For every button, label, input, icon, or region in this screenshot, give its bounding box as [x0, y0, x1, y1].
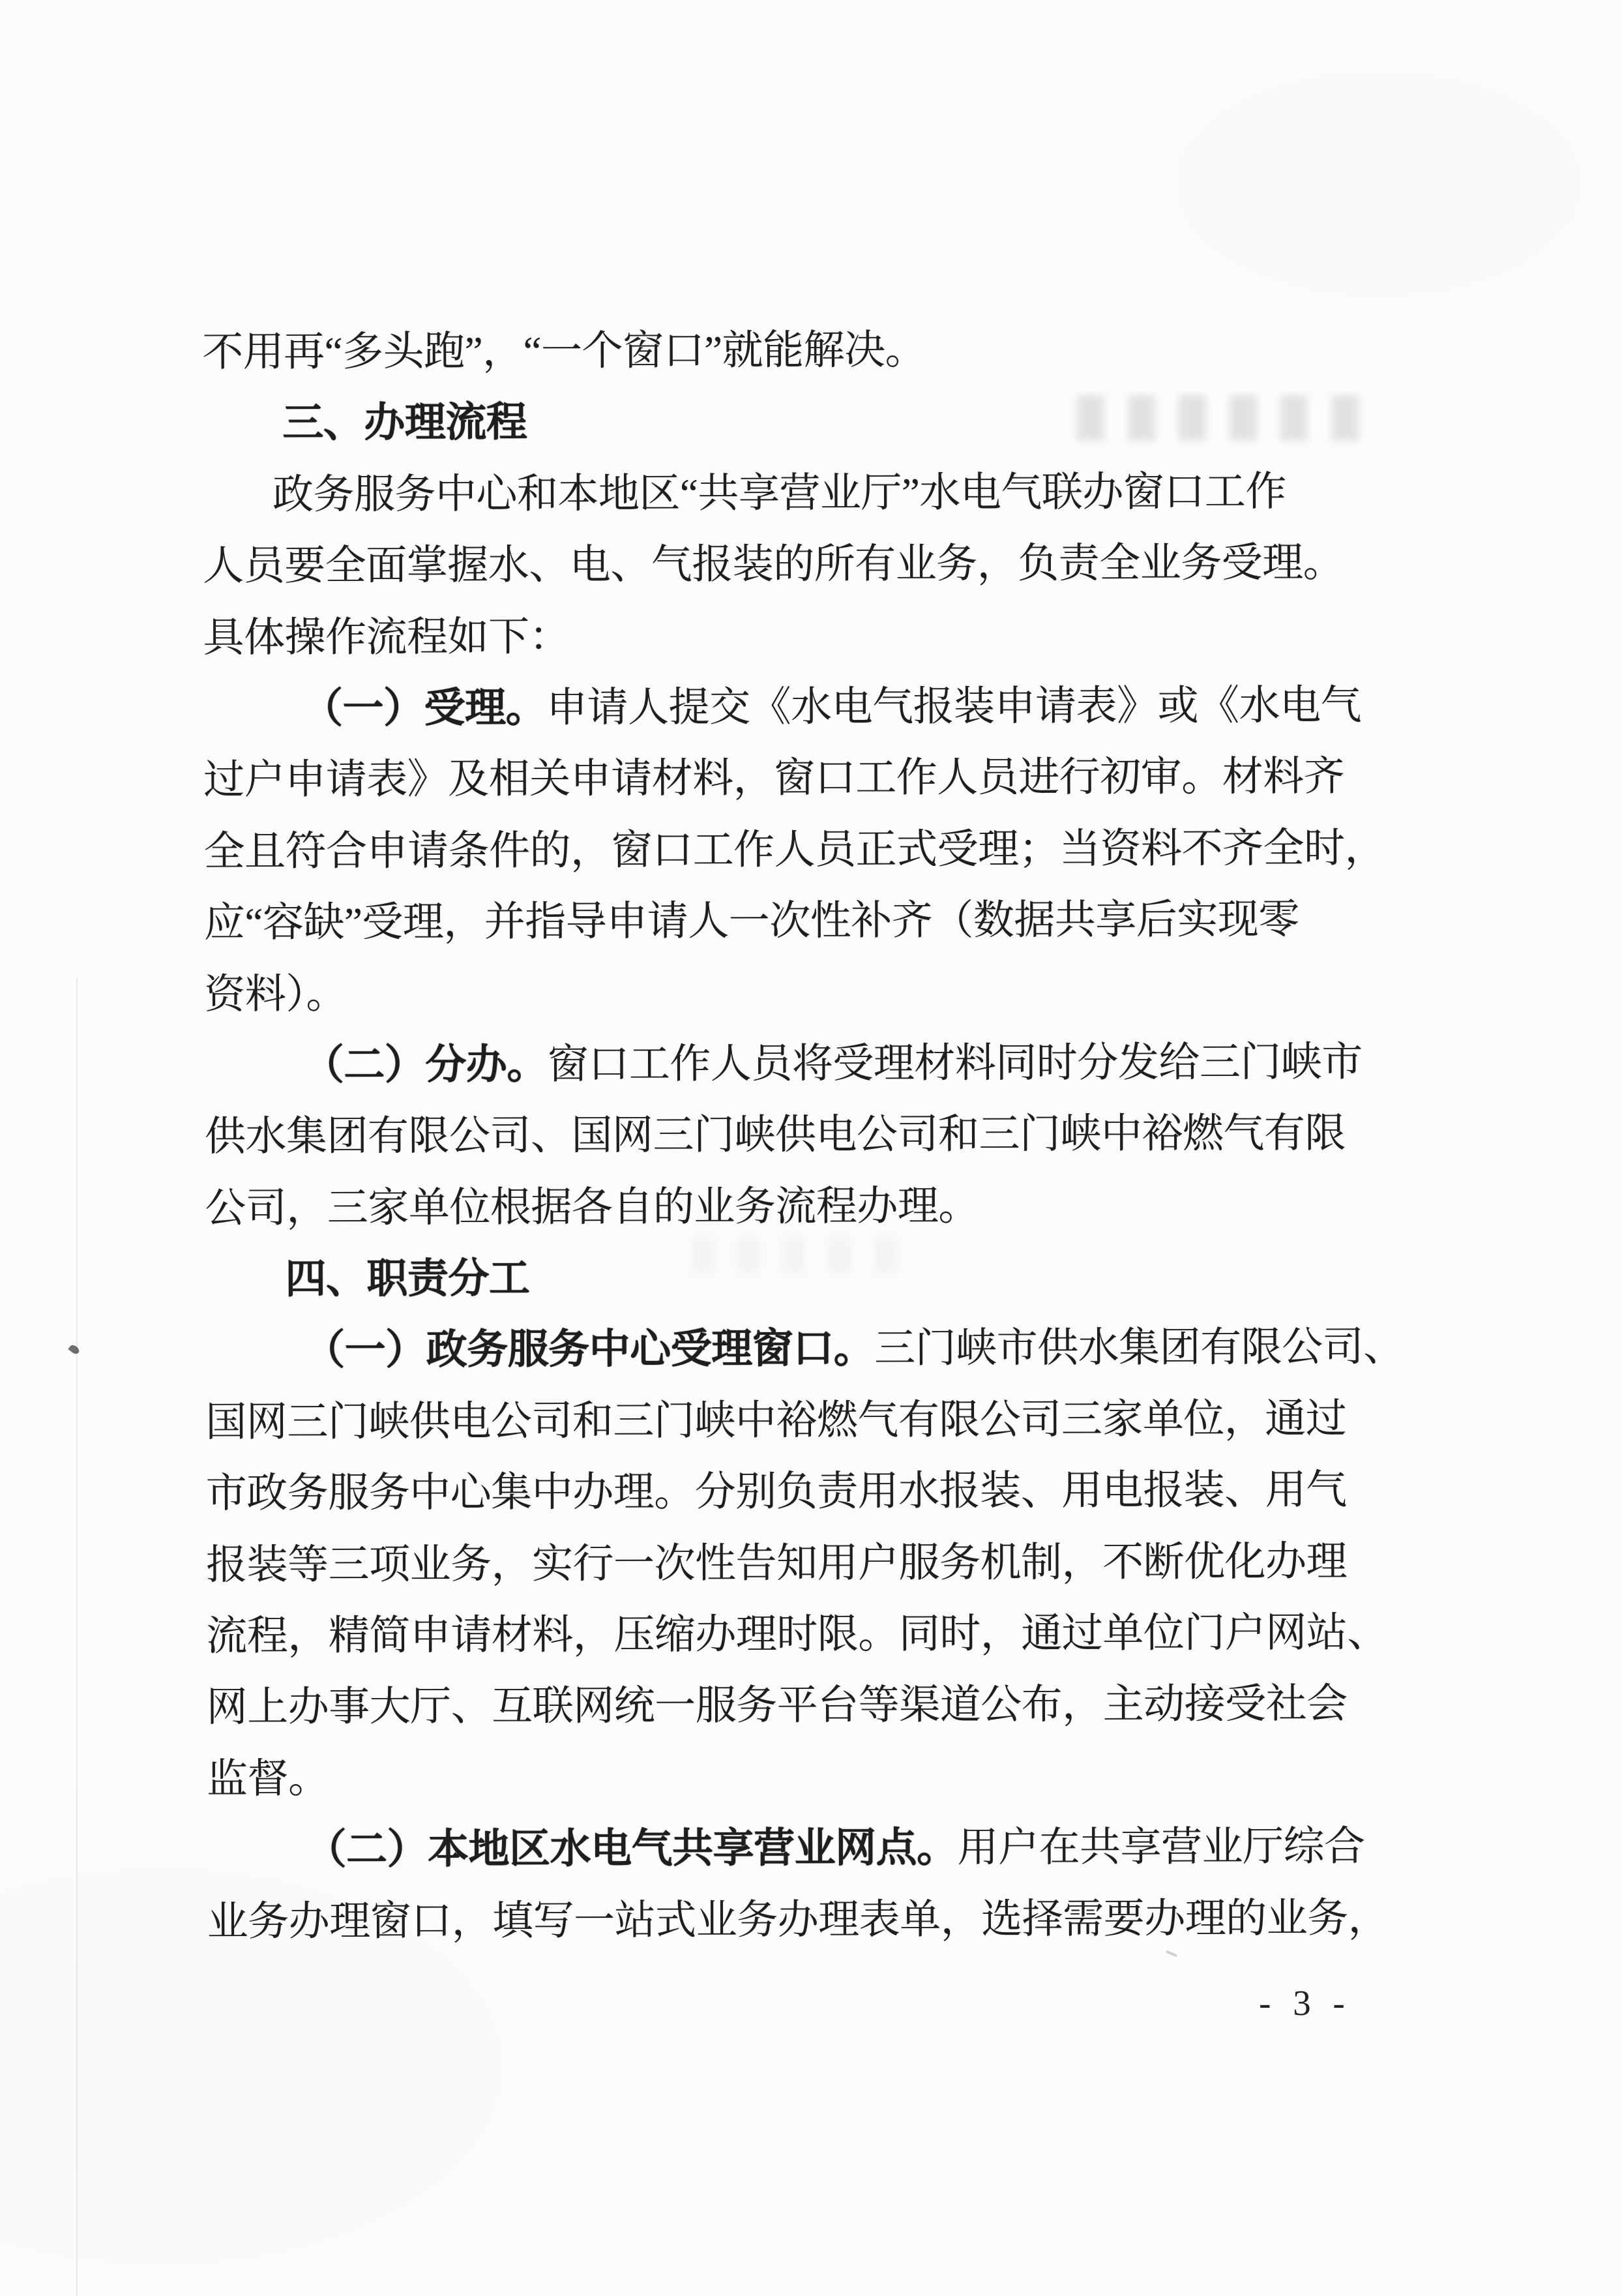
ink-speck [68, 1343, 80, 1356]
text-line [206, 1597, 1388, 1672]
text-segment: 资料）。 [204, 970, 347, 1017]
text-line [207, 1811, 1374, 1886]
text-line [204, 884, 1371, 959]
text-segment: 市政务服务中心集中办理。分别负责用水报装、用电报装、用气 [205, 1467, 1347, 1517]
text-segment: 政务服务中心和本地区“共享营业厅”水电气联办窗口工作 [272, 468, 1286, 518]
text-lines [202, 313, 1404, 1958]
text-line [205, 1383, 1372, 1458]
text-line [203, 670, 1370, 745]
text-line [204, 1026, 1371, 1101]
text-segment: 人员要全面掌握水、电、气报装的所有业务，负责全业务受理。 [203, 539, 1344, 589]
text-segment: 报装等三项业务，实行一次性告知用户服务机制，不断优化办理 [205, 1538, 1348, 1588]
text-segment: 供水集团有限公司、国网三门峡供电公司和三门峡中裕燃气有限 [204, 1110, 1346, 1160]
heading-segment: 四、职责分工 [285, 1255, 530, 1302]
text-segment: 业务办理窗口，填写一站式业务办理表单，选择需要办理的业务， [207, 1894, 1389, 1945]
text-line [205, 1169, 1372, 1244]
text-segment: 流程，精简申请材料，压缩办理时限。同时，通过单位门户网站、 [206, 1609, 1388, 1660]
heading-segment: （一）受理。 [301, 685, 547, 732]
text-line [205, 1312, 1404, 1387]
text-segment: 全且符合申请条件的，窗口工作人员正式受理；当资料不齐全时， [203, 825, 1386, 874]
text-line [206, 1526, 1373, 1601]
text-line [203, 741, 1370, 816]
text-line [204, 955, 1371, 1030]
scan-fold-line [76, 978, 78, 2296]
text-segment: 三门峡市供水集团有限公司、 [874, 1324, 1404, 1372]
text-segment: 用户在共享营业厅综合 [957, 1823, 1365, 1871]
text-segment: 窗口工作人员将受理材料同时分发给三门峡市 [547, 1039, 1363, 1088]
text-line [203, 599, 1370, 674]
text-line [205, 1098, 1372, 1173]
text-segment: 国网三门峡供电公司和三门峡中裕燃气有限公司三家单位，通过 [205, 1395, 1347, 1445]
text-line [202, 313, 1369, 388]
text-line [203, 528, 1370, 603]
text-line [207, 1740, 1374, 1815]
text-segment: 网上办事大厅、互联网统一服务平台等渠道公布，主动接受社会 [206, 1680, 1348, 1731]
text-line [205, 1240, 1372, 1315]
text-segment: 具体操作流程如下： [203, 613, 570, 661]
text-line [202, 385, 1369, 460]
page-number: - 3 - [1259, 1983, 1346, 2023]
text-line [207, 1883, 1389, 1958]
text-line [203, 813, 1386, 887]
text-segment: 申请人提交《水电气报装申请表》或《水电气 [546, 682, 1362, 731]
text-line [203, 456, 1370, 531]
text-line [205, 1455, 1372, 1530]
heading-segment: （一）政务服务中心受理窗口。 [304, 1326, 875, 1373]
heading-segment: （二）分办。 [302, 1041, 548, 1088]
text-segment: 监督。 [206, 1755, 329, 1802]
text-segment: 应“容缺”受理，并指导申请人一次性补齐（数据共享后实现零 [203, 896, 1299, 946]
text-line [207, 1669, 1374, 1744]
heading-segment: （二）本地区水电气共享营业网点。 [305, 1825, 958, 1873]
heading-segment: 三、办理流程 [282, 399, 527, 447]
text-segment: 公司，三家单位根据各自的业务流程办理。 [205, 1182, 979, 1231]
text-segment: 过户申请表》及相关申请材料，窗口工作人员进行初审。材料齐 [203, 753, 1345, 803]
text-segment: 不用再“多头跑”，“一个窗口”就能解决。 [202, 327, 926, 375]
